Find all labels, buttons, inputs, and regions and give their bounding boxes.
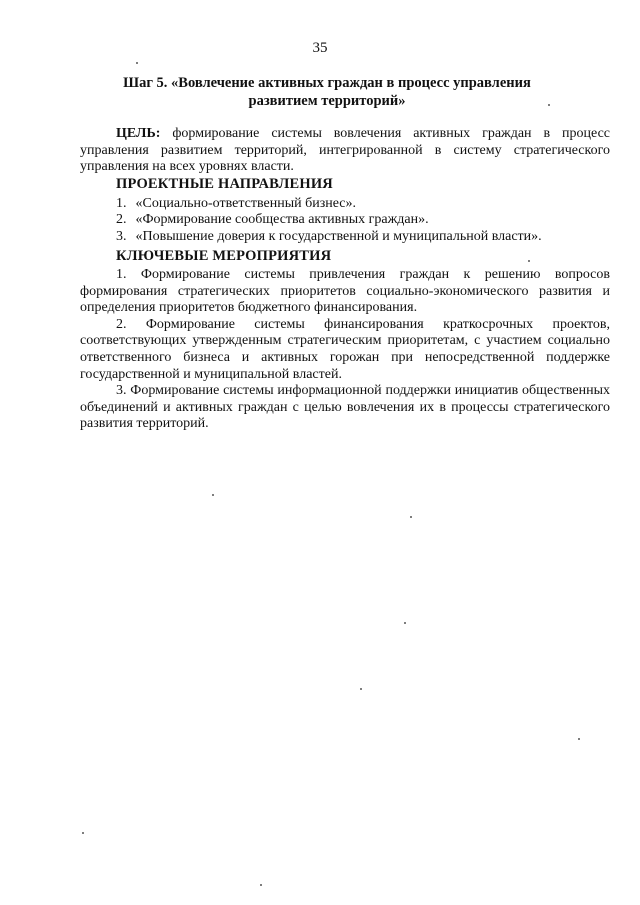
page-number: 35 (312, 40, 328, 56)
goal-paragraph (80, 126, 610, 176)
scan-speck (410, 516, 412, 518)
scan-speck (578, 738, 580, 740)
goal-text: формирование системы вовлечения активных граждан в процесс управления развитием территорий, интегрированной в систему стратегического управления на всех уровнях власти. (80, 126, 610, 175)
scan-speck (360, 688, 362, 690)
events-heading: КЛЮЧЕВЫЕ МЕРОПРИЯТИЯ (116, 248, 332, 264)
list-item (116, 196, 616, 212)
scan-speck (548, 104, 550, 106)
goal-lead: ЦЕЛЬ: (116, 126, 161, 141)
scan-speck (136, 62, 138, 64)
scan-speck (404, 622, 406, 624)
directions-list (116, 196, 616, 245)
event-paragraph: 1. Формирование системы привлечения граждан к решению вопросов формирования стратегических приоритетов социально-экономического развития и определения приоритетов бюджетного финансирования. (80, 267, 610, 316)
scan-speck (260, 884, 262, 886)
directions-heading: ПРОЕКТНЫЕ НАПРАВЛЕНИЯ (116, 176, 333, 192)
list-item-text: «Социально-ответственный бизнес». (135, 196, 357, 211)
list-item-text: «Повышение доверия к государственной и муниципальной власти». (135, 228, 542, 244)
list-item (116, 212, 616, 228)
events-list (80, 267, 610, 433)
scan-speck (82, 832, 84, 834)
section-title: Шаг 5. «Вовлечение активных граждан в процесс управления развитием территорий» (123, 75, 531, 109)
event-paragraph: 2. Формирование системы финансирования краткосрочных проектов, соответствующих утвержденным стратегическим приоритетам, с участием социально ответственного бизнеса и активных горожан при непосредственной поддержке государственной и муниципальной властей. (80, 316, 610, 382)
list-item-number: 1. (116, 196, 127, 211)
list-item-number: 3. (116, 228, 127, 244)
scan-speck (212, 494, 214, 496)
list-item-text: «Формирование сообщества активных граждан». (135, 212, 429, 228)
scan-speck (528, 260, 530, 262)
list-item (116, 229, 616, 245)
list-item-number: 2. (116, 212, 127, 228)
event-paragraph: 3. Формирование системы информационной поддержки инициатив общественных объединений и активных граждан с целью вовлечения их в процессы стратегического развития территорий. (80, 383, 610, 432)
